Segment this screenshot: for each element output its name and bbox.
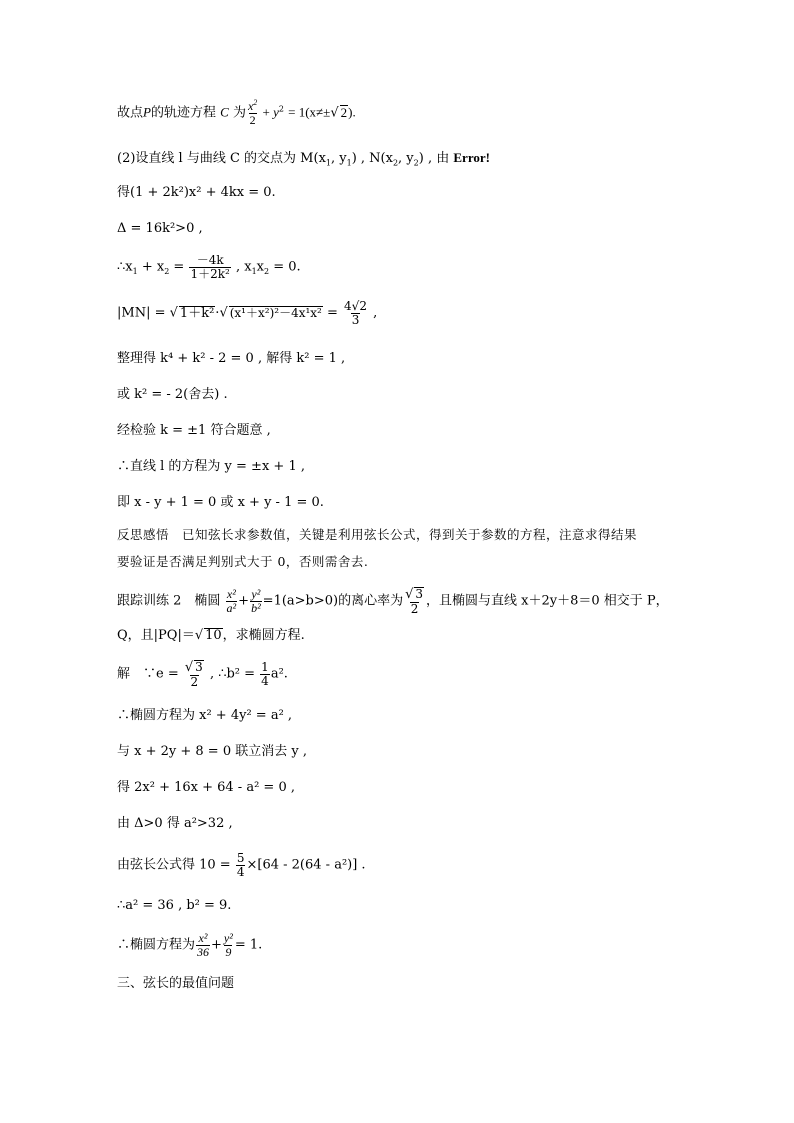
sqrt-10: 10 — [205, 628, 222, 643]
fraction-1-over-4 — [260, 661, 270, 687]
text-segment: 解 ∵e = — [117, 666, 179, 682]
text-segment: ∴a² = 36 , b² = 9. — [117, 898, 232, 913]
text-segment: ) , 由 — [418, 151, 450, 166]
radicand: 3 — [195, 660, 203, 674]
text-segment: 为 — [232, 105, 246, 121]
text-segment: 由 Δ>0 得 a²>32 , — [117, 816, 233, 831]
denominator: 2 — [410, 601, 419, 616]
fraction-4sqrt2-over-3 — [343, 300, 368, 326]
equation-line-3 — [117, 186, 276, 199]
text-segment: 得(1 + 2k²)x² + 4kx = 0. — [117, 185, 276, 200]
text-segment: =1(a>b>0)的离心率为 — [262, 593, 404, 609]
text-segment: 跟踪训练 2 椭圆 — [117, 593, 221, 609]
text-segment: , y — [331, 151, 347, 166]
text-segment: x — [256, 259, 265, 275]
text-segment: 即 x - y + 1 = 0 或 x + y - 1 = 0. — [117, 495, 324, 510]
point-p: P — [143, 104, 151, 120]
text-segment: , ∴b² = — [209, 666, 256, 682]
denominator: 2 — [190, 674, 199, 689]
intersection-line: (2)设直线 l 与曲线 C 的交点为 $M(x_1$, $y_1$) , $N(x_2$, $y_2$) , 由 Error! — [117, 150, 490, 168]
radicand: 3 — [415, 587, 424, 601]
roots-sum-line: $\therefore x_1 + x_2$ = $\frac{-4k}{\text{1＋2k²}}$ , $x_1x_2 = 0$. — [117, 253, 301, 281]
simplify-line — [117, 352, 345, 365]
line-equation — [117, 460, 305, 473]
ellipse-equation-line — [117, 709, 292, 722]
numerator: 1 — [261, 660, 269, 675]
text-segment: 或 k² = - 2(舍去) . — [117, 387, 228, 402]
text-segment: ，且椭圆与直线 x＋2y＋8＝0 相交于 P， — [426, 593, 669, 609]
numerator: x² — [198, 931, 208, 945]
denominator: a² — [226, 600, 237, 615]
denominator: 4 — [236, 864, 245, 879]
fraction-y2-b2 — [250, 588, 262, 614]
fraction-neg4k — [189, 254, 230, 280]
fraction-5-over-4 — [236, 852, 246, 878]
fraction-sqrt3-over-2: $\frac{√ 3}{2}$ — [184, 660, 203, 689]
text-segment: 三、弦长的最值问题 — [117, 976, 235, 991]
numerator: y² — [223, 931, 233, 945]
sqrt-term-2: (x¹＋x²)²－4x¹x² — [229, 305, 322, 320]
text-segment: ) , N(x — [351, 151, 393, 166]
denominator: 3 — [351, 312, 360, 327]
fraction-y2-9 — [223, 932, 234, 958]
denominator: 4 — [261, 673, 269, 688]
solution-start-line — [117, 660, 288, 688]
numerator: 5 — [236, 851, 245, 865]
text-segment: 反思感悟 已知弦长求参数值，关键是利用弦长公式，得到关于参数的方程，注意求得结果 — [117, 527, 638, 542]
text-segment: 与 x + 2y + 8 = 0 联立消去 y , — [117, 744, 307, 759]
result-line — [117, 899, 231, 912]
sqrt-term-1: 1＋k² — [179, 305, 215, 321]
text-segment: ∴直线 l 的方程为 y = ±x + 1 , — [117, 459, 305, 474]
chord-formula-line — [117, 852, 366, 878]
discriminant-condition-line — [117, 817, 233, 830]
text-segment: = — [169, 259, 185, 275]
denominator: 1＋2k² — [190, 266, 230, 281]
discard-line — [117, 388, 228, 401]
exercise-line-1 — [117, 587, 669, 615]
final-equation-line — [117, 932, 262, 958]
text-segment: 得 2x² + 16x + 64 - a² = 0 , — [117, 780, 295, 795]
text-segment: a². — [270, 666, 288, 682]
line-equation-explicit — [117, 496, 324, 509]
error-reference: Error! — [453, 150, 490, 165]
text-segment: ∴椭圆方程为 x² + 4y² = a² , — [117, 708, 293, 723]
text-segment: 的轨迹方程 — [150, 105, 216, 121]
verify-line — [117, 424, 271, 437]
text-segment: = — [327, 305, 338, 321]
conclusion-line-1: 故点P的轨迹方程 C 为 $\frac{x^2}{2}$ + $y^2 = 1(x\ne\pm√$ 2). — [117, 98, 356, 127]
text-segment: , y — [398, 151, 414, 166]
discriminant-line — [117, 222, 203, 235]
text-segment: = 1(x≠± — [288, 104, 331, 120]
curve-c: C — [220, 104, 229, 120]
text-segment: + — [211, 937, 222, 953]
text-segment: , — [373, 305, 378, 321]
fraction-x2-36 — [196, 932, 210, 958]
quadratic-line — [117, 781, 295, 794]
text-segment: ×[64 - 2(64 - a²)] . — [246, 857, 366, 873]
fraction-x2-over-2: $\frac{x^2}{2}$ — [247, 98, 258, 127]
fraction-x2-a2 — [226, 588, 238, 614]
text-segment: ). — [348, 104, 356, 120]
numerator: y² — [251, 587, 261, 602]
text-segment: 经检验 k = ±1 符合题意 , — [117, 423, 271, 438]
chord-length-line: |MN| = √ 1＋k²·√ (x¹＋x²)²－4x¹x² = $\frac{4√2}{3}$ , — [117, 299, 378, 327]
text-segment: 故点 — [117, 105, 144, 121]
denominator: b² — [251, 600, 261, 615]
text-segment: |MN| = — [117, 305, 166, 321]
reflection-line-1 — [117, 529, 637, 542]
text-segment: · — [215, 305, 220, 321]
text-segment: , x — [235, 259, 252, 275]
numerator: x² — [226, 587, 236, 602]
numerator: 4√2 — [344, 299, 367, 313]
text-segment: 整理得 k⁴ + k² - 2 = 0 , 解得 k² = 1 , — [117, 351, 346, 366]
text-segment: 由弦长公式得 10 = — [117, 857, 231, 873]
denominator: 36 — [197, 944, 210, 959]
exercise-line-2: Q，且|PQ|＝√ 10，求椭圆方程. — [117, 628, 305, 643]
text-segment: + — [238, 593, 250, 609]
section-heading — [117, 977, 234, 990]
text-segment: (2)设直线 l 与曲线 C 的交点为 M(x — [117, 151, 326, 166]
reflection-line-2 — [117, 556, 368, 569]
text-segment: ∴x — [117, 259, 133, 275]
text-segment: ，求椭圆方程. — [222, 628, 305, 643]
fraction-sqrt3-over-2: $\frac{√ 3}{2}$ — [405, 587, 424, 616]
text-segment: = 0. — [269, 259, 301, 275]
eliminate-line — [117, 745, 307, 758]
text-segment: 要验证是否满足判别式大于 0，否则需舍去. — [117, 554, 369, 569]
denominator: 9 — [225, 944, 232, 959]
text-segment: Δ = 16k²>0 , — [117, 221, 203, 236]
numerator: －4k — [196, 253, 224, 267]
text-segment: + x — [137, 259, 165, 275]
text-segment: Q，且|PQ|＝ — [117, 628, 195, 643]
text-segment: = 1. — [234, 937, 263, 953]
text-segment: ∴椭圆方程为 — [117, 937, 196, 953]
